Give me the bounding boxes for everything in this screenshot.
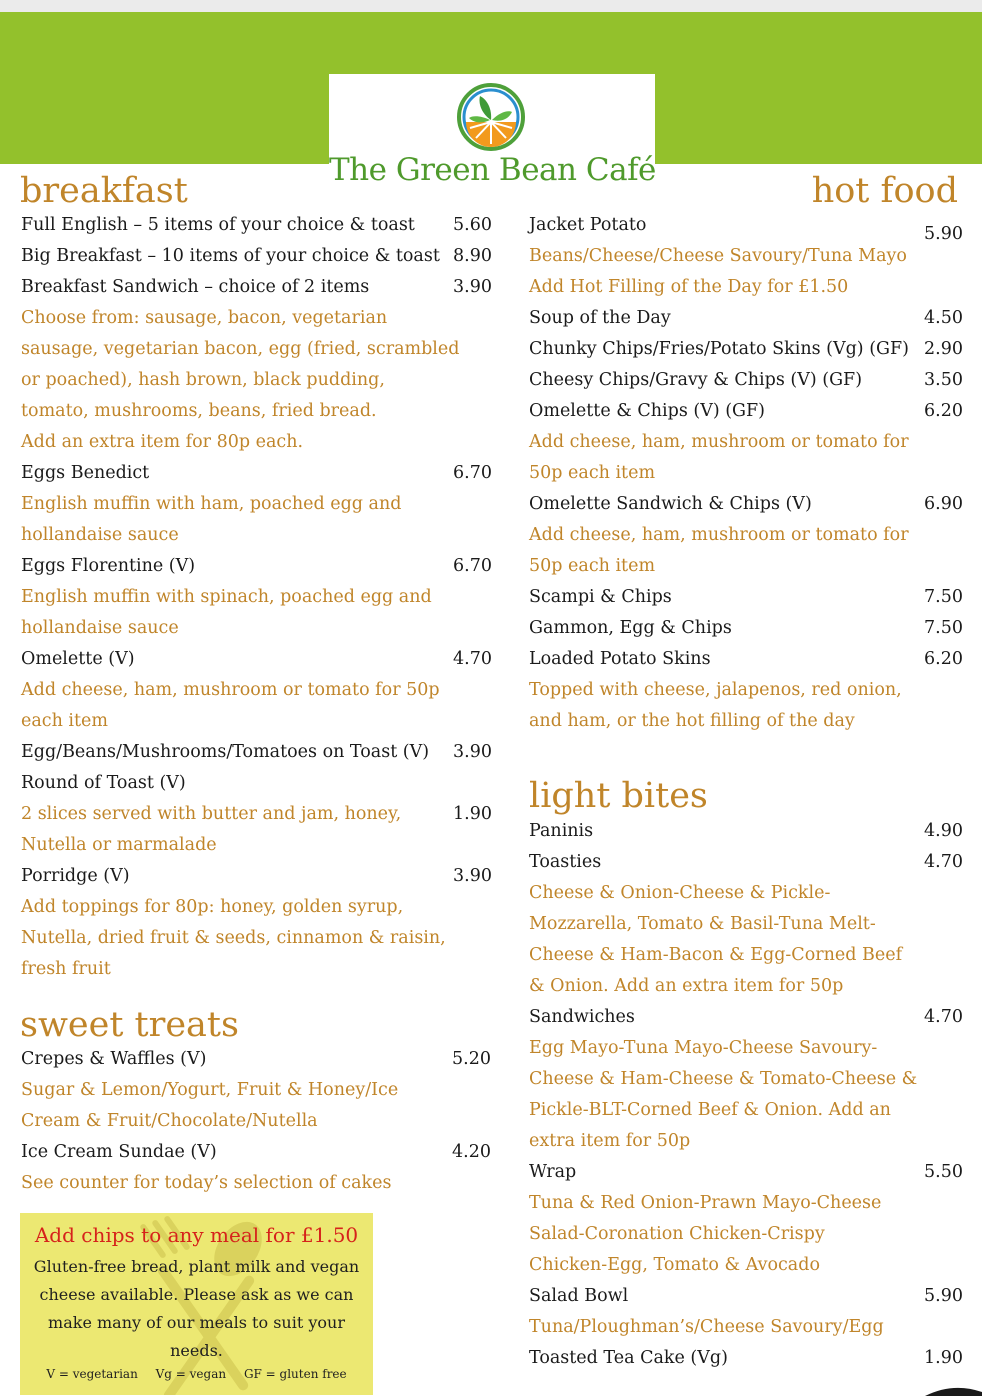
heading-breakfast: breakfast xyxy=(20,171,188,211)
item-description: Add cheese, ham, mushroom or tomato for xyxy=(529,525,909,545)
item-price: 5.90 xyxy=(924,1286,963,1306)
menu-item: Chunky Chips/Fries/Potato Skins (Vg) (GF) xyxy=(529,339,909,359)
menu-item: Sandwiches xyxy=(529,1007,635,1027)
item-price: 3.50 xyxy=(924,370,963,390)
leaf-sun-logo-icon xyxy=(456,82,526,152)
menu-item: Egg/Beans/Mushrooms/Tomatoes on Toast (V) xyxy=(21,742,430,762)
item-description: Egg Mayo-Tuna Mayo-Cheese Savoury- xyxy=(529,1038,878,1058)
menu-item: Breakfast Sandwich – choice of 2 items xyxy=(21,277,370,297)
menu-item: Gammon, Egg & Chips xyxy=(529,618,732,638)
item-price: 6.20 xyxy=(924,649,963,669)
menu-item: Toasties xyxy=(529,852,602,872)
item-description: See counter for today’s selection of cakes xyxy=(21,1173,392,1193)
item-description: hollandaise sauce xyxy=(21,525,179,545)
menu-item: Wrap xyxy=(529,1162,577,1182)
cafe-name: The Green Bean Café xyxy=(329,152,656,188)
menu-item: Ice Cream Sundae (V) xyxy=(21,1142,217,1162)
item-description: Cheese & Onion-Cheese & Pickle- xyxy=(529,883,831,903)
key-gluten-free: GF = gluten free xyxy=(243,1367,347,1381)
item-price: 4.70 xyxy=(924,852,963,872)
menu-item: Porridge (V) xyxy=(21,866,130,886)
info-note xyxy=(20,1213,373,1395)
item-description: Chicken-Egg, Tomato & Avocado xyxy=(529,1255,820,1275)
item-description: Choose from: sausage, bacon, vegetarian xyxy=(21,308,388,328)
menu-item: Toasted Tea Cake (Vg) xyxy=(529,1348,728,1368)
item-description: Cream & Fruit/Chocolate/Nutella xyxy=(21,1111,318,1131)
heading-sweet-treats: sweet treats xyxy=(20,1005,239,1045)
item-description: Cheese & Ham-Cheese & Tomato-Cheese & xyxy=(529,1069,918,1089)
item-price: 6.70 xyxy=(453,463,492,483)
chips-offer: Add chips to any meal for £1.50 xyxy=(34,1223,359,1247)
item-description: Beans/Cheese/Cheese Savoury/Tuna Mayo xyxy=(529,246,907,266)
item-description: tomato, mushrooms, beans, fried bread. xyxy=(21,401,377,421)
item-description: 50p each item xyxy=(529,463,656,483)
item-price: 7.50 xyxy=(924,618,963,638)
item-price: 4.50 xyxy=(924,308,963,328)
item-description: Topped with cheese, jalapenos, red onion, xyxy=(529,680,902,700)
item-price: 1.90 xyxy=(453,804,492,824)
item-description: and ham, or the hot filling of the day xyxy=(529,711,855,731)
menu-item: Scampi & Chips xyxy=(529,587,672,607)
item-price: 6.90 xyxy=(924,494,963,514)
item-description: & Onion. Add an extra item for 50p xyxy=(529,976,844,996)
item-description: sausage, vegetarian bacon, egg (fried, scrambled xyxy=(21,339,460,359)
item-description: Nutella or marmalade xyxy=(21,835,217,855)
item-description: extra item for 50p xyxy=(529,1131,691,1151)
item-description: hollandaise sauce xyxy=(21,618,179,638)
menu-item: Salad Bowl xyxy=(529,1286,629,1306)
item-description: Tuna/Ploughman’s/Cheese Savoury/Egg xyxy=(529,1317,884,1337)
menu-item: Paninis xyxy=(529,821,594,841)
menu-item: Soup of the Day xyxy=(529,308,671,328)
item-description: Sugar & Lemon/Yogurt, Fruit & Honey/Ice xyxy=(21,1080,399,1100)
item-description: English muffin with spinach, poached egg and xyxy=(21,587,432,607)
item-price: 6.70 xyxy=(453,556,492,576)
item-description: or poached), hash brown, black pudding, xyxy=(21,370,385,390)
item-price: 3.90 xyxy=(453,742,492,762)
item-description: each item xyxy=(21,711,109,731)
item-price: 4.70 xyxy=(453,649,492,669)
item-price: 7.50 xyxy=(924,587,963,607)
item-description: Cheese & Ham-Bacon & Egg-Corned Beef xyxy=(529,945,903,965)
item-price: 3.90 xyxy=(453,277,492,297)
item-description: Mozzarella, Tomato & Basil-Tuna Melt- xyxy=(529,914,876,934)
item-price: 1.90 xyxy=(924,1348,963,1368)
jacket-potato-price: 5.90 xyxy=(924,224,963,244)
key-vegan: Vg = vegan xyxy=(155,1367,227,1381)
menu-item: Eggs Benedict xyxy=(21,463,150,483)
item-description: Add toppings for 80p: honey, golden syrup, xyxy=(21,897,404,917)
item-description: Add cheese, ham, mushroom or tomato for xyxy=(529,432,909,452)
item-description: Add an extra item for 80p each. xyxy=(21,432,304,452)
item-description: English muffin with ham, poached egg and xyxy=(21,494,402,514)
item-price: 3.90 xyxy=(453,866,492,886)
menu-item: Omelette (V) xyxy=(21,649,135,669)
menu-item: Omelette & Chips (V) (GF) xyxy=(529,401,766,421)
item-price: 5.20 xyxy=(452,1049,491,1069)
menu-item: Eggs Florentine (V) xyxy=(21,556,196,576)
item-description: Salad-Coronation Chicken-Crispy xyxy=(529,1224,825,1244)
dietary-note: Gluten-free bread, plant milk and vegan cheese available. Please ask as we can make many of our meals to suit your needs. xyxy=(33,1257,360,1360)
menu-item: Jacket Potato xyxy=(529,215,647,235)
item-price: 5.50 xyxy=(924,1162,963,1182)
menu-item: Crepes & Waffles (V) xyxy=(21,1049,207,1069)
menu-item: Loaded Potato Skins xyxy=(529,649,711,669)
item-price: 5.60 xyxy=(453,215,492,235)
item-price: 2.90 xyxy=(924,339,963,359)
item-description: 2 slices served with butter and jam, honey, xyxy=(21,804,402,824)
menu-item: Full English – 5 items of your choice & toast xyxy=(21,215,415,235)
item-description: Tuna & Red Onion-Prawn Mayo-Cheese xyxy=(529,1193,882,1213)
heading-hot-food: hot food xyxy=(811,171,958,211)
menu-item: Omelette Sandwich & Chips (V) xyxy=(529,494,812,514)
item-description: Nutella, dried fruit & seeds, cinnamon & raisin, xyxy=(21,928,446,948)
menu-item: Cheesy Chips/Gravy & Chips (V) (GF) xyxy=(529,370,863,390)
logo xyxy=(329,74,655,188)
item-description: Pickle-BLT-Corned Beef & Onion. Add an xyxy=(529,1100,891,1120)
item-price: 4.70 xyxy=(924,1007,963,1027)
top-strip xyxy=(0,0,982,12)
key-vegetarian: V = vegetarian xyxy=(46,1367,138,1381)
item-description: fresh fruit xyxy=(21,959,111,979)
menu-item: Round of Toast (V) xyxy=(21,773,186,793)
menu-item: Big Breakfast – 10 items of your choice & toast xyxy=(21,246,440,266)
item-price: 4.90 xyxy=(924,821,963,841)
item-price: 8.90 xyxy=(453,246,492,266)
item-description: 50p each item xyxy=(529,556,656,576)
corner-decoration xyxy=(925,1386,982,1396)
item-description: Add cheese, ham, mushroom or tomato for 50p xyxy=(21,680,440,700)
item-description: Add Hot Filling of the Day for £1.50 xyxy=(529,277,849,297)
heading-light-bites: light bites xyxy=(529,776,708,816)
dietary-key xyxy=(20,1367,373,1381)
item-price: 4.20 xyxy=(452,1142,491,1162)
item-price: 6.20 xyxy=(924,401,963,421)
